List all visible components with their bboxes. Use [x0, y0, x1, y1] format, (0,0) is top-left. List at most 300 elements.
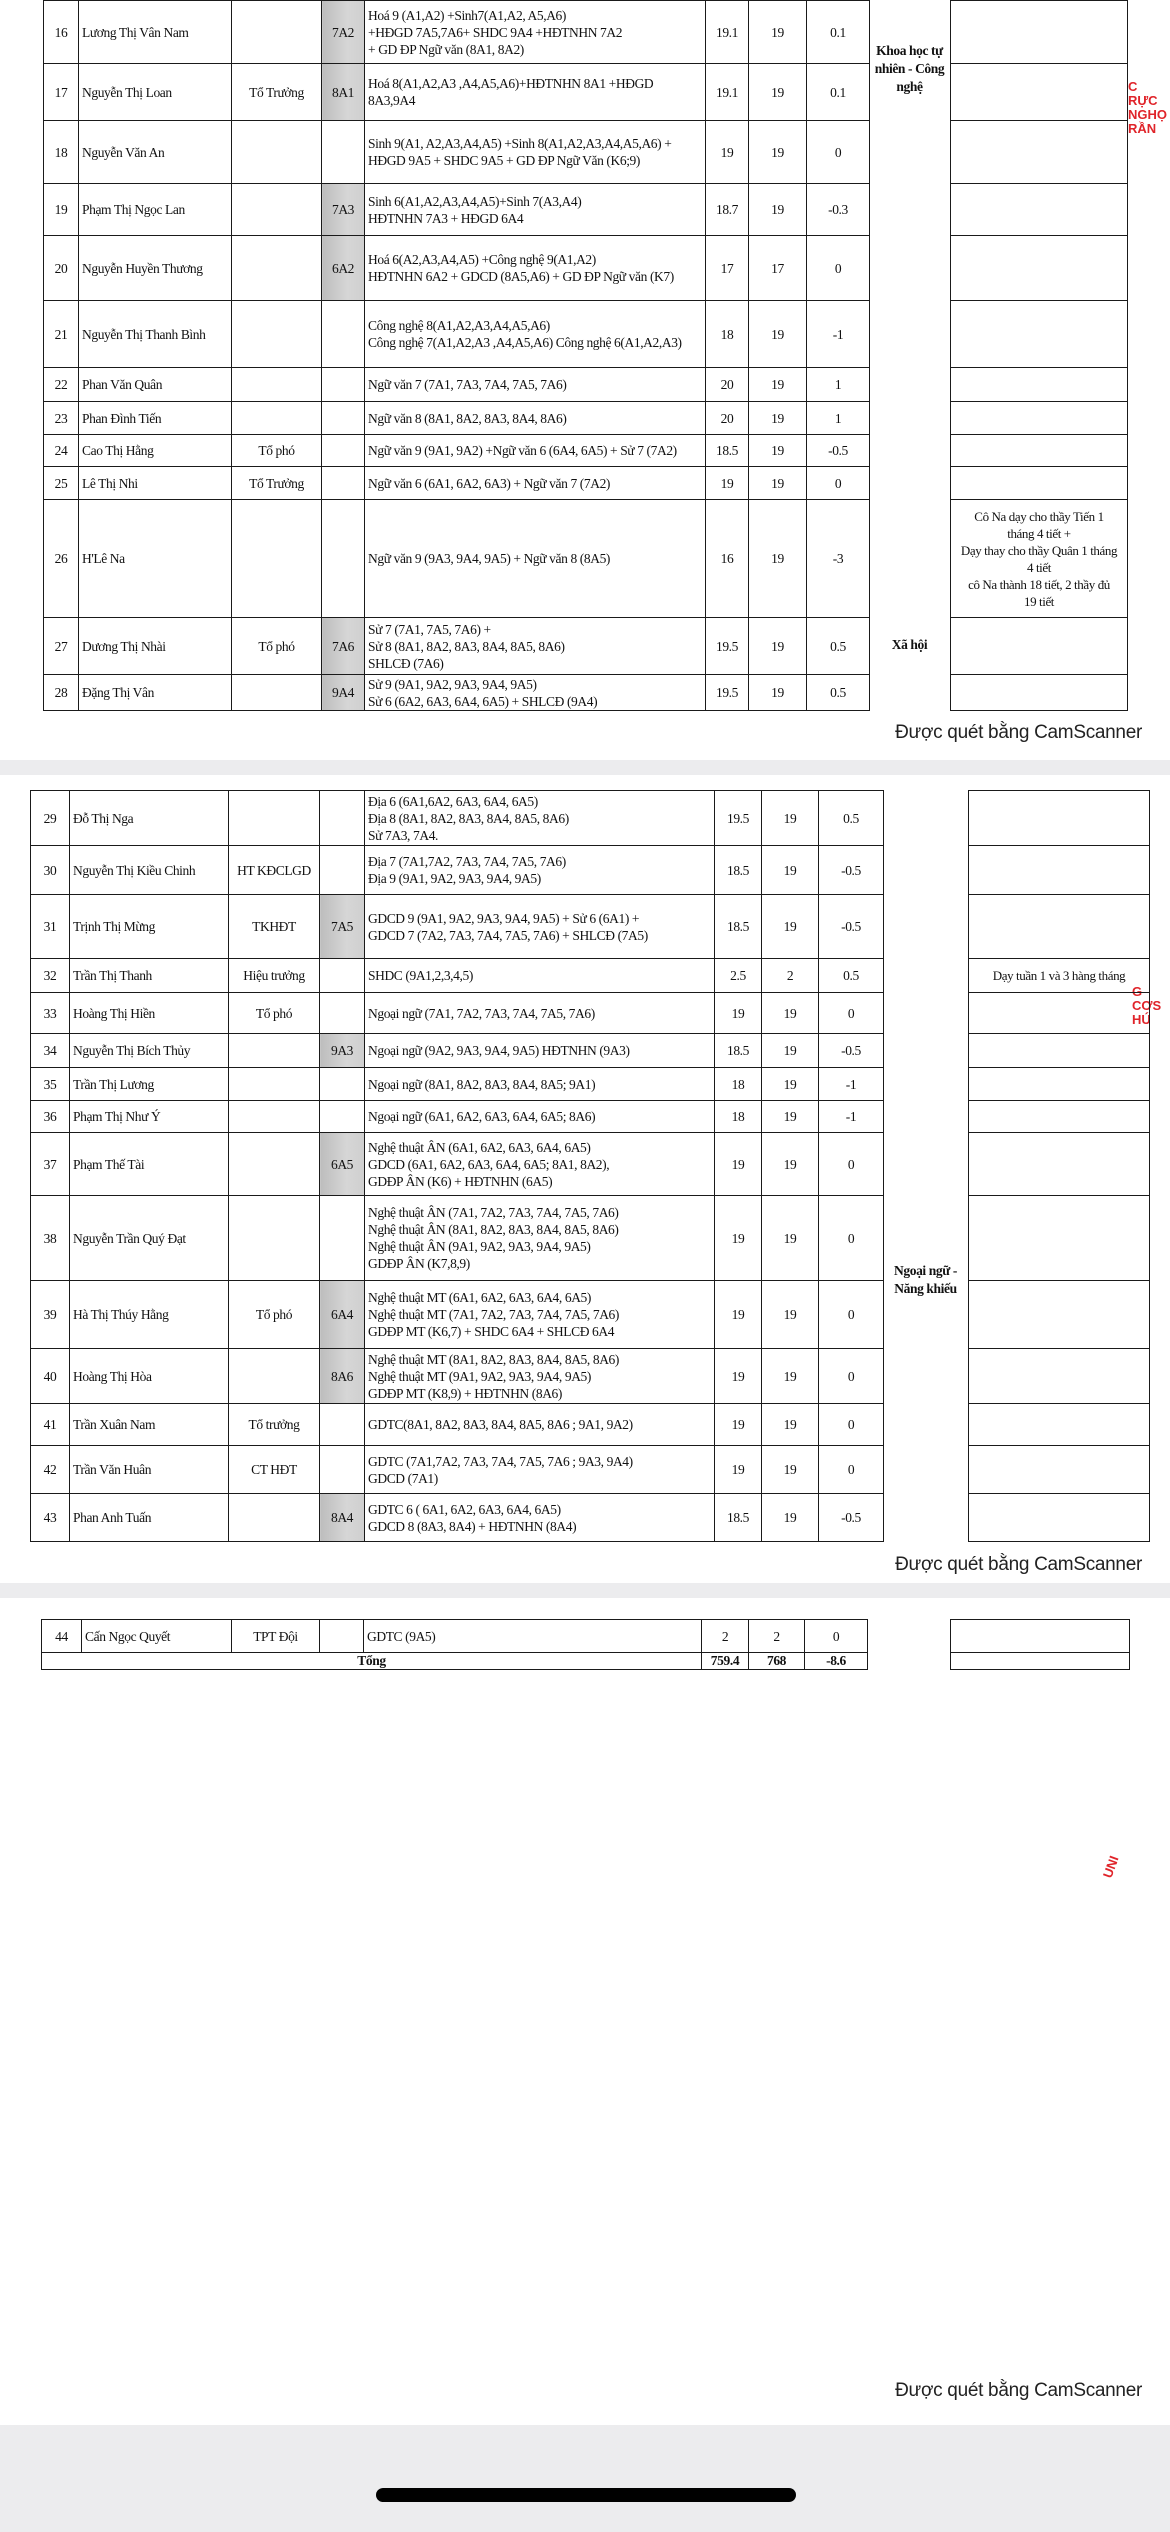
subject-line: Nghệ thuật MT (8A1, 8A2, 8A3, 8A4, 8A5, 8A6)	[368, 1351, 620, 1367]
homeroom-class: 6A4	[320, 1281, 365, 1349]
teacher-name: H'Lê Na	[79, 500, 232, 618]
subject-group-label: Ngoại ngữ - Năng khiếu	[894, 1263, 957, 1296]
assigned-subjects	[365, 791, 715, 846]
subject-line: Hoá 6(A2,A3,A4,A5) +Công nghệ 9(A1,A2)	[368, 252, 596, 267]
table-row	[31, 1068, 1150, 1101]
teacher-name: Nguyễn Thị Kiều Chinh	[70, 846, 229, 895]
period-difference: -1	[819, 1068, 884, 1101]
subject-line: Ngoại ngữ (9A2, 9A3, 9A4, 9A5) HĐTNHN (9A3)	[368, 1043, 630, 1058]
actual-periods: 18.5	[706, 435, 749, 467]
teacher-name: Trịnh Thị Mừng	[70, 895, 229, 959]
table-row	[31, 1133, 1150, 1196]
standard-periods: 19	[749, 301, 807, 368]
period-difference: 0	[819, 1446, 884, 1494]
table-row	[44, 1, 1128, 64]
teacher-name: Phạm Thế Tài	[70, 1133, 229, 1196]
period-difference: -0.5	[819, 1034, 884, 1068]
table-row	[44, 64, 1128, 121]
assigned-subjects	[365, 993, 715, 1034]
subject-group-label: Khoa học tự nhiên - Công nghệ	[874, 43, 945, 94]
subject-line: Sử 9 (9A1, 9A2, 9A3, 9A4, 9A5)	[368, 676, 537, 692]
standard-periods: 19	[749, 500, 807, 618]
teacher-name: Hà Thị Thúy Hằng	[70, 1281, 229, 1349]
subject-group-cell	[870, 402, 951, 435]
note-cell	[969, 846, 1150, 895]
teacher-role	[232, 675, 322, 711]
teacher-role	[229, 1494, 320, 1542]
subject-line: GDTC 6 ( 6A1, 6A2, 6A3, 6A4, 6A5)	[368, 1501, 561, 1517]
subject-line: Sử 7 (7A1, 7A5, 7A6) +	[368, 621, 491, 637]
standard-periods: 19	[749, 402, 807, 435]
teacher-name: Lương Thị Vân Nam	[79, 1, 232, 64]
table-row	[44, 675, 1128, 711]
table-row	[31, 895, 1150, 959]
red-stamp-fragment: G CƠS HÚ	[1132, 984, 1162, 1027]
note-cell	[951, 618, 1128, 675]
table-row	[31, 1101, 1150, 1133]
subject-line: SHDC (9A1,2,3,4,5)	[368, 968, 473, 983]
period-difference: 0	[807, 236, 870, 301]
teacher-role: Tổ phó	[232, 618, 322, 675]
assigned-subjects	[365, 121, 706, 184]
subject-line: Ngoại ngữ (7A1, 7A2, 7A3, 7A4, 7A5, 7A6)	[368, 1005, 595, 1021]
row-number: 31	[31, 895, 70, 959]
teacher-name: Trần Văn Huân	[70, 1446, 229, 1494]
teacher-role: HT KĐCLGD	[229, 846, 320, 895]
standard-periods: 19	[749, 435, 807, 467]
note-cell	[969, 1196, 1150, 1281]
note-cell	[951, 1620, 1130, 1653]
standard-periods: 19	[749, 184, 807, 236]
assigned-subjects	[365, 1281, 715, 1349]
subject-line: Ngoại ngữ (6A1, 6A2, 6A3, 6A4, 6A5; 8A6)	[368, 1109, 596, 1124]
subject-line: GDĐP ÂN (K6) + HĐTNHN (6A5)	[368, 1173, 553, 1189]
homeroom-class: 8A4	[320, 1494, 365, 1542]
homeroom-class	[322, 467, 365, 500]
subject-group-cell	[884, 1446, 969, 1494]
assigned-subjects	[365, 618, 706, 675]
standard-periods: 19	[762, 1446, 819, 1494]
subject-line: HĐGD 9A5 + SHDC 9A5 + GD ĐP Ngữ Văn (K6;9)	[368, 153, 640, 168]
subject-group-cell	[884, 1133, 969, 1196]
subject-line: +HĐGD 7A5,7A6+ SHDC 9A4 +HĐTNHN 7A2	[368, 24, 623, 40]
assigned-subjects	[365, 301, 706, 368]
table-row	[44, 500, 1128, 618]
row-number: 44	[42, 1620, 82, 1653]
standard-periods: 2	[762, 959, 819, 993]
total-label: Tổng	[42, 1653, 702, 1670]
homeroom-class: 8A1	[322, 64, 365, 121]
table-row	[44, 435, 1128, 467]
assigned-subjects	[365, 1101, 715, 1133]
note-cell	[951, 675, 1128, 711]
period-difference: 1	[807, 368, 870, 402]
subject-group-cell	[870, 301, 951, 368]
assigned-subjects	[365, 402, 706, 435]
assigned-subjects	[364, 1620, 702, 1653]
table-row	[31, 1034, 1150, 1068]
assigned-subjects	[365, 895, 715, 959]
assigned-subjects	[365, 368, 706, 402]
note-cell	[951, 1653, 1130, 1670]
period-difference: 0.5	[819, 791, 884, 846]
subject-line: GDTC (7A1,7A2, 7A3, 7A4, 7A5, 7A6 ; 9A3, 9A4)	[368, 1453, 633, 1469]
camscanner-caption: Được quét bằng CamScanner	[895, 722, 1142, 743]
camscanner-caption: Được quét bằng CamScanner	[895, 2380, 1142, 2401]
teaching-load-table	[43, 0, 1128, 711]
actual-periods: 19.5	[706, 618, 749, 675]
homeroom-class: 9A4	[322, 675, 365, 711]
teacher-role	[232, 402, 322, 435]
standard-periods: 19	[762, 1494, 819, 1542]
actual-periods: 18.5	[715, 895, 762, 959]
assigned-subjects	[365, 1133, 715, 1196]
red-stamp-fragment: UNI	[1099, 1853, 1122, 1880]
subject-line: Nghệ thuật ÂN (8A1, 8A2, 8A3, 8A4, 8A5, 8A6)	[368, 1222, 619, 1237]
standard-periods: 19	[762, 1068, 819, 1101]
subject-line: Công nghệ 8(A1,A2,A3,A4,A5,A6)	[368, 318, 550, 333]
row-number: 39	[31, 1281, 70, 1349]
subject-line: GDĐP MT (K6,7) + SHDC 6A4 + SHLCĐ 6A4	[368, 1324, 615, 1339]
subject-line: Nghệ thuật ÂN (9A1, 9A2, 9A3, 9A4, 9A5)	[368, 1239, 591, 1254]
subject-group-cell	[884, 1404, 969, 1446]
teacher-name: Nguyễn Trần Quý Đạt	[70, 1196, 229, 1281]
actual-periods: 18	[715, 1068, 762, 1101]
assigned-subjects	[365, 1404, 715, 1446]
subject-group-cell	[884, 791, 969, 846]
period-difference: 0.5	[807, 618, 870, 675]
row-number: 19	[44, 184, 79, 236]
actual-periods: 19.1	[706, 64, 749, 121]
subject-group-cell	[868, 1620, 951, 1653]
actual-periods: 18	[706, 301, 749, 368]
row-number: 43	[31, 1494, 70, 1542]
teacher-name: Nguyễn Huyền Thương	[79, 236, 232, 301]
actual-periods: 19	[715, 1349, 762, 1404]
actual-periods: 18.5	[715, 1034, 762, 1068]
subject-line: Ngữ văn 8 (8A1, 8A2, 8A3, 8A4, 8A6)	[368, 410, 567, 426]
teacher-name: Hoàng Thị Hòa	[70, 1349, 229, 1404]
row-number: 26	[44, 500, 79, 618]
teacher-name: Phạm Thị Ngọc Lan	[79, 184, 232, 236]
homeroom-class: 7A5	[320, 895, 365, 959]
assigned-subjects	[365, 959, 715, 993]
subject-group-cell	[868, 1653, 951, 1670]
homeroom-class	[322, 500, 365, 618]
table-row	[44, 184, 1128, 236]
teacher-role	[229, 791, 320, 846]
standard-periods: 19	[749, 64, 807, 121]
row-number: 25	[44, 467, 79, 500]
teacher-role	[229, 1133, 320, 1196]
standard-periods: 19	[762, 1133, 819, 1196]
subject-line: Hoá 8(A1,A2,A3 ,A4,A5,A6)+HĐTNHN 8A1 +HĐGD	[368, 76, 654, 91]
actual-periods: 19.5	[715, 791, 762, 846]
teacher-role	[229, 1034, 320, 1068]
table-row	[31, 1196, 1150, 1281]
subject-line: Ngữ văn 9 (9A1, 9A2) +Ngữ văn 6 (6A4, 6A5) + Sử 7 (7A2)	[368, 443, 677, 458]
standard-periods: 19	[749, 675, 807, 711]
homeroom-class	[320, 1068, 365, 1101]
row-number: 17	[44, 64, 79, 121]
camscanner-caption: Được quét bằng CamScanner	[895, 1554, 1142, 1575]
total-actual: 759.4	[702, 1653, 749, 1670]
subject-group-cell	[884, 1101, 969, 1133]
table-row	[31, 1446, 1150, 1494]
actual-periods: 16	[706, 500, 749, 618]
teacher-role	[229, 1349, 320, 1404]
homeroom-class	[322, 435, 365, 467]
row-number: 33	[31, 993, 70, 1034]
period-difference: -0.3	[807, 184, 870, 236]
note-cell	[951, 1, 1128, 64]
row-number: 27	[44, 618, 79, 675]
actual-periods: 20	[706, 402, 749, 435]
homeroom-class	[322, 368, 365, 402]
teacher-role	[232, 301, 322, 368]
table-row	[31, 1494, 1150, 1542]
subject-line: GDCD 9 (9A1, 9A2, 9A3, 9A4, 9A5) + Sử 6 (6A1) +	[368, 910, 640, 926]
actual-periods: 19	[715, 1281, 762, 1349]
row-number: 24	[44, 435, 79, 467]
row-number: 28	[44, 675, 79, 711]
row-number: 20	[44, 236, 79, 301]
homeroom-class	[320, 993, 365, 1034]
row-number: 18	[44, 121, 79, 184]
teacher-role: Tổ trưởng	[229, 1404, 320, 1446]
subject-line: GDCD 8 (8A3, 8A4) + HĐTNHN (8A4)	[368, 1518, 577, 1534]
standard-periods: 19	[762, 1281, 819, 1349]
assigned-subjects	[365, 467, 706, 500]
subject-line: 8A3,9A4	[368, 93, 416, 108]
note-cell	[969, 1349, 1150, 1404]
subject-group-cell	[884, 993, 969, 1034]
standard-periods: 2	[749, 1620, 805, 1653]
table-row	[31, 959, 1150, 993]
subject-line: + GD ĐP Ngữ văn (8A1, 8A2)	[368, 41, 524, 57]
assigned-subjects	[365, 1349, 715, 1404]
standard-periods: 19	[749, 121, 807, 184]
period-difference: 0.5	[807, 675, 870, 711]
period-difference: 0	[807, 121, 870, 184]
homeroom-class	[322, 121, 365, 184]
homeroom-class	[320, 1620, 364, 1653]
subject-line: Hoá 9 (A1,A2) +Sinh7(A1,A2, A5,A6)	[368, 7, 566, 23]
subject-line: Sử 8 (8A1, 8A2, 8A3, 8A4, 8A5, 8A6)	[368, 638, 565, 654]
row-number: 37	[31, 1133, 70, 1196]
note-cell	[969, 1494, 1150, 1542]
table-row	[44, 402, 1128, 435]
actual-periods: 19	[715, 1404, 762, 1446]
period-difference: 0.5	[819, 959, 884, 993]
teacher-name: Cấn Ngọc Quyết	[82, 1620, 232, 1653]
period-difference: -1	[807, 301, 870, 368]
subject-group-cell	[870, 675, 951, 711]
subject-line: Nghệ thuật MT (7A1, 7A2, 7A3, 7A4, 7A5, 7A6)	[368, 1307, 620, 1322]
table-row	[44, 301, 1128, 368]
subject-group-cell	[884, 1068, 969, 1101]
assigned-subjects	[365, 435, 706, 467]
subject-line: SHLCĐ (7A6)	[368, 655, 444, 671]
note-cell	[951, 435, 1128, 467]
subject-line: Công nghệ 7(A1,A2,A3 ,A4,A5,A6) Công nghệ 6(A1,A2,A3)	[368, 335, 682, 350]
subject-line: Sử 7A3, 7A4.	[368, 827, 439, 843]
table-row	[44, 467, 1128, 500]
note-cell	[951, 301, 1128, 368]
note-cell	[969, 1101, 1150, 1133]
row-number: 38	[31, 1196, 70, 1281]
teacher-role	[232, 368, 322, 402]
table-row	[31, 1281, 1150, 1349]
period-difference: 0	[805, 1620, 868, 1653]
homeroom-class	[320, 959, 365, 993]
row-number: 22	[44, 368, 79, 402]
subject-line: Ngoại ngữ (8A1, 8A2, 8A3, 8A4, 8A5; 9A1)	[368, 1076, 596, 1092]
assigned-subjects	[365, 1494, 715, 1542]
note-cell	[969, 1068, 1150, 1101]
period-difference: 0	[819, 1281, 884, 1349]
homeroom-class: 7A3	[322, 184, 365, 236]
subject-line: GDTC(8A1, 8A2, 8A3, 8A4, 8A5, 8A6 ; 9A1, 9A2)	[368, 1417, 633, 1432]
homeroom-class: 7A6	[322, 618, 365, 675]
table-row	[44, 121, 1128, 184]
subject-line: Sinh 6(A1,A2,A3,A4,A5)+Sinh 7(A3,A4)	[368, 193, 582, 209]
subject-line: GDĐP ÂN (K7,8,9)	[368, 1256, 470, 1271]
subject-group-cell	[870, 435, 951, 467]
home-indicator[interactable]	[376, 2488, 796, 2502]
row-number: 32	[31, 959, 70, 993]
standard-periods: 19	[749, 368, 807, 402]
period-difference: -0.5	[819, 895, 884, 959]
teacher-role	[232, 500, 322, 618]
table-row	[31, 1404, 1150, 1446]
subject-line: Ngữ văn 7 (7A1, 7A3, 7A4, 7A5, 7A6)	[368, 377, 567, 392]
assigned-subjects	[365, 236, 706, 301]
subject-line: Sinh 9(A1, A2,A3,A4,A5) +Sinh 8(A1,A2,A3,A4,A5,A6) +	[368, 136, 672, 151]
actual-periods: 19	[706, 121, 749, 184]
subject-line: Nghệ thuật ÂN (6A1, 6A2, 6A3, 6A4, 6A5)	[368, 1139, 591, 1155]
assigned-subjects	[365, 1068, 715, 1101]
row-number: 36	[31, 1101, 70, 1133]
actual-periods: 18.7	[706, 184, 749, 236]
period-difference: 0	[807, 467, 870, 500]
homeroom-class	[322, 301, 365, 368]
subject-line: GDĐP MT (K8,9) + HĐTNHN (8A6)	[368, 1385, 562, 1401]
period-difference: 0.1	[807, 1, 870, 64]
subject-line: Địa 6 (6A1,6A2, 6A3, 6A4, 6A5)	[368, 793, 538, 809]
teacher-role	[232, 236, 322, 301]
note-cell	[951, 368, 1128, 402]
subject-group-cell	[870, 236, 951, 301]
teacher-name: Lê Thị Nhi	[79, 467, 232, 500]
standard-periods: 19	[762, 993, 819, 1034]
subject-line: Ngữ văn 9 (9A3, 9A4, 9A5) + Ngữ văn 8 (8A5)	[368, 551, 611, 566]
homeroom-class: 6A5	[320, 1133, 365, 1196]
teacher-role	[232, 184, 322, 236]
subject-group-cell	[884, 959, 969, 993]
teacher-role: CT HĐT	[229, 1446, 320, 1494]
standard-periods: 19	[762, 1196, 819, 1281]
subject-group-cell	[884, 1349, 969, 1404]
note-cell	[951, 184, 1128, 236]
subject-line: Nghệ thuật MT (9A1, 9A2, 9A3, 9A4, 9A5)	[368, 1368, 592, 1384]
teacher-name: Cao Thị Hằng	[79, 435, 232, 467]
teacher-role: Hiệu trưởng	[229, 959, 320, 993]
teacher-role: Tổ phó	[229, 1281, 320, 1349]
period-difference: -3	[807, 500, 870, 618]
standard-periods: 19	[762, 1349, 819, 1404]
subject-group-cell	[870, 368, 951, 402]
table-row	[44, 618, 1128, 675]
homeroom-class	[320, 1446, 365, 1494]
assigned-subjects	[365, 1196, 715, 1281]
red-stamp-fragment: C RỰC NGHỌ RẦN	[1128, 79, 1167, 136]
note-cell	[951, 467, 1128, 500]
row-number: 23	[44, 402, 79, 435]
actual-periods: 17	[706, 236, 749, 301]
subject-group-cell	[870, 184, 951, 236]
teacher-name: Phan Anh Tuấn	[70, 1494, 229, 1542]
teacher-role: Tổ Trưởng	[232, 467, 322, 500]
assigned-subjects	[365, 1034, 715, 1068]
standard-periods: 19	[762, 1034, 819, 1068]
row-number: 34	[31, 1034, 70, 1068]
period-difference: -0.5	[807, 435, 870, 467]
teacher-role: Tổ phó	[229, 993, 320, 1034]
subject-group-cell	[870, 500, 951, 618]
actual-periods: 19	[715, 1196, 762, 1281]
teacher-name: Trần Xuân Nam	[70, 1404, 229, 1446]
homeroom-class	[320, 1101, 365, 1133]
row-number: 41	[31, 1404, 70, 1446]
teacher-role	[229, 1101, 320, 1133]
standard-periods: 19	[762, 1404, 819, 1446]
standard-periods: 19	[749, 467, 807, 500]
note-cell: Cô Na dạy cho thầy Tiến 1 tháng 4 tiết + Dạy thay cho thầy Quân 1 tháng 4 tiết cô Na thành 18 tiết, 2 thầy đủ 19 tiết	[951, 500, 1128, 618]
teacher-name: Trần Thị Thanh	[70, 959, 229, 993]
homeroom-class: 8A6	[320, 1349, 365, 1404]
standard-periods: 19	[749, 1, 807, 64]
actual-periods: 19	[715, 993, 762, 1034]
standard-periods: 19	[762, 1101, 819, 1133]
row-number: 35	[31, 1068, 70, 1101]
standard-periods: 19	[762, 791, 819, 846]
homeroom-class	[320, 1404, 365, 1446]
total-difference: -8.6	[805, 1653, 868, 1670]
teacher-role	[229, 1068, 320, 1101]
note-cell	[969, 791, 1150, 846]
subject-line: Ngữ văn 6 (6A1, 6A2, 6A3) + Ngữ văn 7 (7A2)	[368, 475, 611, 491]
period-difference: -0.5	[819, 846, 884, 895]
table-row	[31, 993, 1150, 1034]
teacher-name: Trần Thị Lương	[70, 1068, 229, 1101]
period-difference: 0.1	[807, 64, 870, 121]
row-number: 30	[31, 846, 70, 895]
subject-group-cell	[884, 846, 969, 895]
teacher-role	[229, 1196, 320, 1281]
period-difference: 0	[819, 1404, 884, 1446]
teacher-role	[232, 1, 322, 64]
note-cell	[969, 1404, 1150, 1446]
actual-periods: 19	[715, 1133, 762, 1196]
row-number: 16	[44, 1, 79, 64]
teacher-name: Phan Đình Tiến	[79, 402, 232, 435]
actual-periods: 20	[706, 368, 749, 402]
period-difference: 1	[807, 402, 870, 435]
homeroom-class: 6A2	[322, 236, 365, 301]
subject-line: Địa 8 (8A1, 8A2, 8A3, 8A4, 8A5, 8A6)	[368, 810, 569, 826]
standard-periods: 17	[749, 236, 807, 301]
